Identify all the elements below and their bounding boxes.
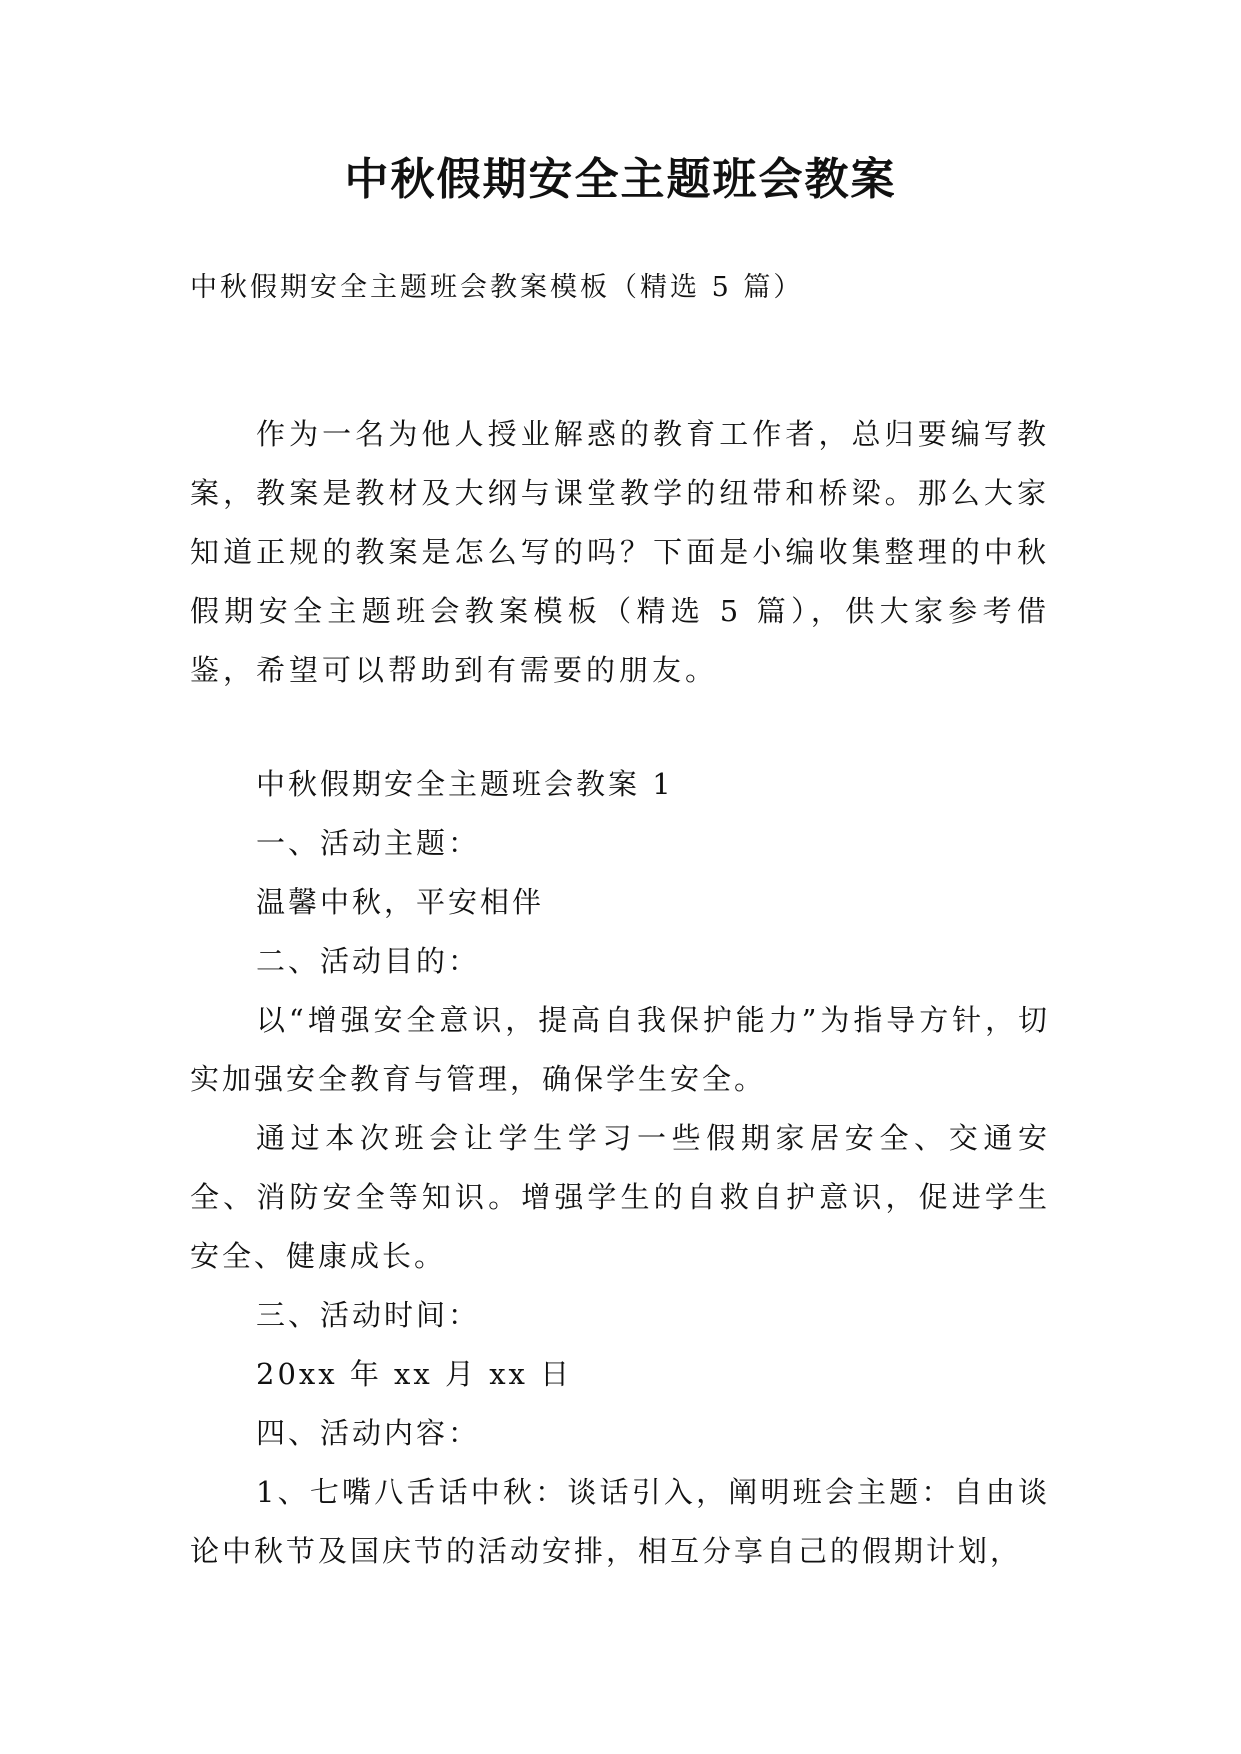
activity-theme-text: 温馨中秋，平安相伴: [256, 885, 545, 919]
activity-purpose-heading: 二、活动目的：: [256, 944, 481, 978]
activity-time-text: 20xx 年 xx 月 xx 日: [256, 1357, 573, 1391]
activity-time-heading: 三、活动时间：: [256, 1298, 481, 1332]
document-subtitle: 中秋假期安全主题班会教案模板（精选 5 篇）: [190, 272, 804, 303]
activity-purpose-text-2: 通过本次班会让学生学习一些假期家居安全、交通安全、消防安全等知识。增强学生的自救自护意识，促进学生安全、健康成长。: [190, 1121, 1050, 1273]
document-title: 中秋假期安全主题班会教案: [344, 154, 897, 205]
activity-theme-heading: 一、活动主题：: [256, 826, 481, 860]
activity-purpose-text: 以“增强安全意识，提高自我保护能力”为指导方针，切实加强安全教育与管理，确保学生安全。: [190, 1003, 1050, 1096]
activity-content-item: 1、七嘴八舌话中秋：谈话引入，阐明班会主题：自由谈论中秋节及国庆节的活动安排，相互分享自己的假期计划，: [190, 1475, 1050, 1568]
activity-content-heading: 四、活动内容：: [256, 1416, 481, 1450]
lesson-plan-body: [190, 755, 1050, 1581]
section-heading: 中秋假期安全主题班会教案 1: [256, 767, 674, 801]
intro-paragraph: 作为一名为他人授业解惑的教育工作者，总归要编写教案，教案是教材及大纲与课堂教学的纽带和桥梁。那么大家知道正规的教案是怎么写的吗？下面是小编收集整理的中秋假期安全主题班会教案模板（精选 5 篇），供大家参考借鉴，希望可以帮助到有需要的朋友。: [190, 417, 1050, 687]
